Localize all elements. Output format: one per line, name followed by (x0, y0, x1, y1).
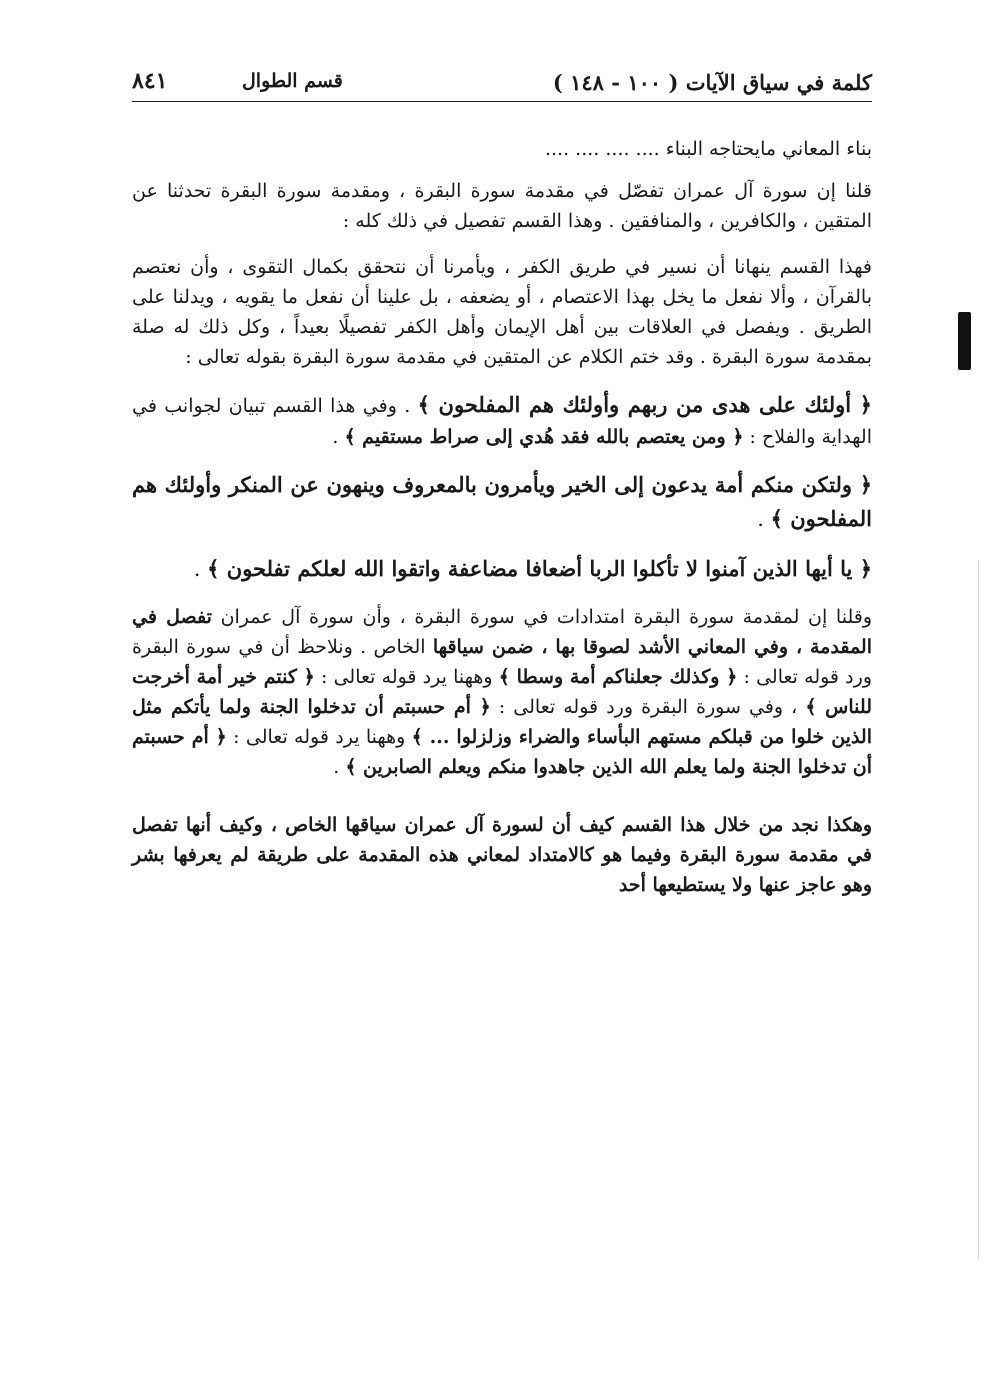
paragraph-3 (132, 252, 872, 372)
paragraph-text: . (193, 557, 208, 581)
paragraph-text: الخاص . ونلاحظ أن في سورة البقرة ورد قوله تعالى : (132, 636, 872, 688)
thumb-index-mark (958, 312, 971, 370)
paragraph-2-text: قلنا إن سورة آل عمران تفصّل في مقدمة سورة البقرة ، ومقدمة سورة البقرة تحدثنا عن المتقين ، والكافرين ، والمنافقين . وهذا القسم تفصيل في ذلك كله : (132, 180, 872, 232)
quran-verse: ﴿ ومن يعتصم بالله فقد هُدي إلى صراط مستقيم ﴾ (344, 426, 744, 448)
paragraph-text: تفصل في المقدمة ، وفي المعاني الأشد لصوقا بها ، ضمن سياقها (132, 606, 872, 658)
section-name: قسم الطوال (242, 70, 343, 92)
paragraph-1 (132, 134, 872, 164)
paragraph-8-text: وهكذا نجد من خلال هذا القسم كيف أن لسورة آل عمران سياقها الخاص ، وكيف أنها تفصل في مقدمة سورة البقرة وفيما هو كالامتداد لمعاني هذه المقدمة على طريقة لم يعرفها بشر وهو عاجز عنها ولا يستطيعها أحد (132, 814, 872, 896)
header-rule (132, 101, 872, 102)
quran-verse: ﴿ ولتكن منكم أمة يدعون إلى الخير ويأمرون بالمعروف وينهون عن المنكر وأولئك هم المفلحون ﴾ (132, 472, 872, 531)
paragraph-text: وههنا يرد قوله تعالى : (314, 666, 499, 688)
quran-verse: ﴿ يا أيها الذين آمنوا لا تأكلوا الربا أضعافا مضاعفة واتقوا الله لعلكم تفلحون ﴾ (207, 556, 872, 581)
paragraph-text: . (333, 756, 346, 778)
running-title: كلمة في سياق الآيات ( ١٠٠ - ١٤٨ ) (552, 70, 872, 95)
paragraph-2 (132, 176, 872, 236)
quran-verse: ﴿ أم حسبتم أن تدخلوا الجنة ولما يأتكم مثل الذين خلوا من قبلكم مستهم البأساء والضراء وزلزلوا ... ﴾ (132, 696, 872, 748)
paragraph-text: وههنا يرد قوله تعالى : (226, 726, 412, 748)
paragraph-8 (132, 810, 872, 900)
paragraph-1-text: بناء المعاني مايحتاجه البناء .... .... .... .... (544, 138, 872, 160)
paragraph-7 (132, 602, 872, 782)
paragraph-text: . وفي هذا القسم تبيان لجوانب في الهداية والفلاح : (132, 395, 872, 448)
page-number: ٨٤١ (132, 68, 168, 94)
paragraph-5 (132, 468, 872, 536)
scan-edge-line (978, 560, 979, 1260)
paragraph-text: ، وفي سورة البقرة ورد قوله تعالى : (490, 696, 806, 718)
page-header (132, 62, 872, 102)
quran-verse: ﴿ أولئك على هدى من ربهم وأولئك هم المفلحون ﴾ (417, 392, 872, 417)
paragraph-4 (132, 388, 872, 452)
paragraph-6 (132, 552, 872, 586)
page-body (132, 134, 872, 916)
quran-verse: ﴿ وكذلك جعلناكم أمة وسطا ﴾ (498, 666, 738, 688)
quran-verse: ﴿ أم حسبتم أن تدخلوا الجنة ولما يعلم الله الذين جاهدوا منكم ويعلم الصابرين ﴾ (132, 726, 872, 778)
paragraph-3-text: فهذا القسم ينهانا أن نسير في طريق الكفر ، ويأمرنا أن نتحقق بكمال التقوى ، وأن نعتصم بالقرآن ، وألا نفعل ما يخل بهذا الاعتصام ، أو يضعفه ، بل علينا أن نفعل ما يقويه ، ويدلنا على الطريق . ويفصل في العلاقات بين أهل الإيمان وأهل الكفر تفصيلًا بعيداً ، وكل ذلك له صلة بمقدمة سورة البقرة . وقد ختم الكلام عن المتقين في مقدمة سورة البقرة بقوله تعالى : (132, 256, 872, 368)
paragraph-text: . (332, 426, 345, 448)
quran-verse: ﴿ كنتم خير أمة أخرجت للناس ﴾ (132, 666, 872, 718)
paragraph-text: . (757, 507, 771, 531)
paragraph-text: وقلنا إن لمقدمة سورة البقرة امتدادات في سورة البقرة ، وأن سورة آل عمران (211, 606, 872, 628)
